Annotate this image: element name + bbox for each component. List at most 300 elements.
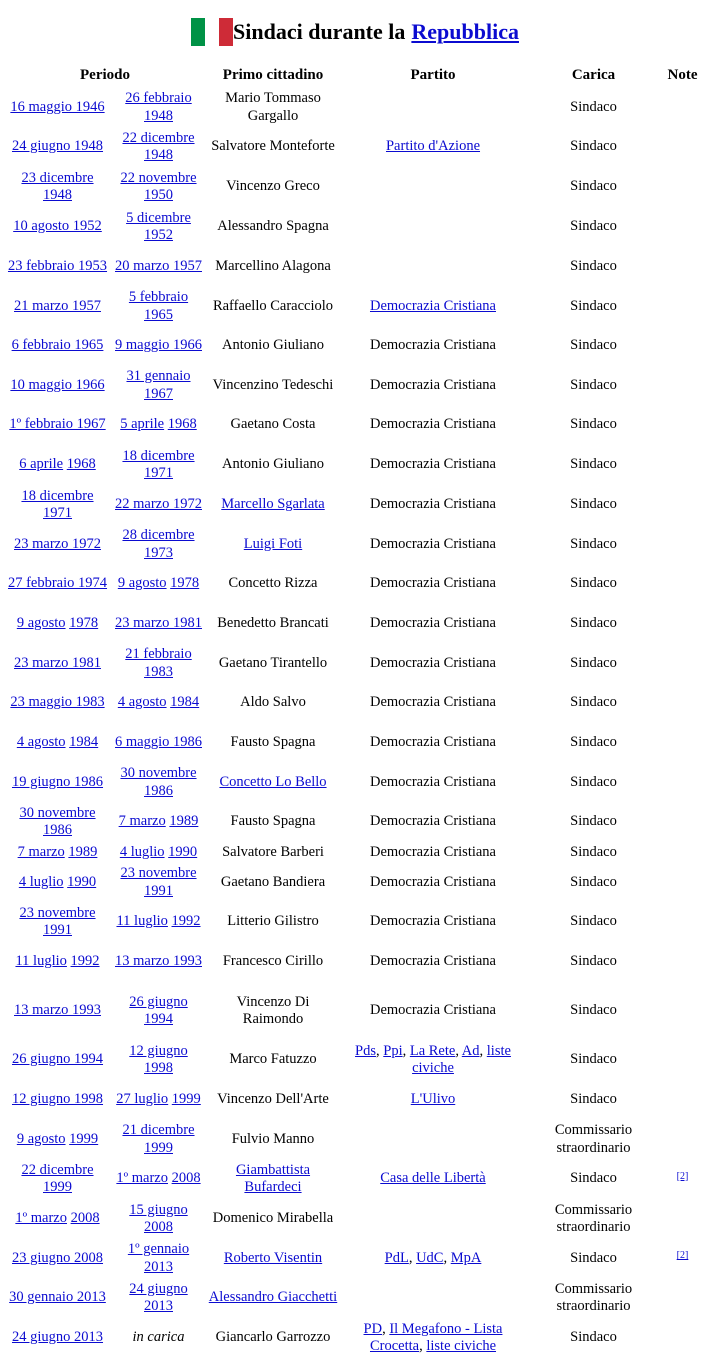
end-date-link[interactable]: 1º gennaio 2013 bbox=[127, 1241, 190, 1275]
note-cell bbox=[661, 525, 704, 564]
start-date-link[interactable]: 23 marzo 1981 bbox=[14, 654, 101, 671]
end-date-link[interactable]: 31 gennaio 1967 bbox=[126, 368, 191, 402]
party-link[interactable]: UdC bbox=[416, 1249, 444, 1266]
party-cell bbox=[340, 902, 526, 942]
end-date-cell bbox=[111, 982, 206, 1040]
mayor-name-cell bbox=[206, 902, 340, 942]
mayor-name-cell bbox=[206, 326, 340, 366]
start-date-cell bbox=[4, 863, 111, 902]
end-date-link[interactable]: 20 marzo 1957 bbox=[115, 258, 202, 275]
start-date-link[interactable]: 1º marzo bbox=[15, 1210, 67, 1227]
note-reference-link[interactable]: [2] bbox=[676, 1250, 689, 1262]
party-link[interactable]: Il Megafono - Lista Crocetta bbox=[369, 1320, 503, 1354]
end-date-link[interactable]: 1989 bbox=[169, 813, 199, 830]
start-date-link[interactable]: 1989 bbox=[68, 843, 98, 860]
mayor-name-cell bbox=[206, 683, 340, 723]
start-date-link[interactable]: 13 marzo 1993 bbox=[14, 1002, 101, 1019]
start-date-link[interactable]: 11 luglio bbox=[15, 953, 67, 970]
end-date-cell bbox=[111, 1278, 206, 1318]
end-date-cell bbox=[111, 405, 206, 445]
start-date-link[interactable]: 19 giugno 1986 bbox=[11, 773, 104, 790]
start-date-cell bbox=[4, 1040, 111, 1080]
note-cell bbox=[661, 863, 704, 902]
note-reference-link[interactable]: [2] bbox=[676, 1170, 689, 1182]
table-row bbox=[4, 1040, 704, 1080]
start-date-cell bbox=[4, 1278, 111, 1318]
start-date-cell bbox=[4, 802, 111, 842]
mayor-name-text: Vincenzo Di Raimondo bbox=[236, 993, 310, 1027]
end-date-link[interactable]: 1992 bbox=[171, 913, 201, 930]
party-cell bbox=[340, 1159, 526, 1199]
end-date-cell bbox=[111, 683, 206, 723]
mayor-name-cell bbox=[206, 287, 340, 326]
end-date-link[interactable]: 1º marzo bbox=[116, 1170, 168, 1187]
start-date-link[interactable]: 6 febbraio 1965 bbox=[11, 337, 104, 354]
note-cell bbox=[661, 1080, 704, 1120]
end-date-link[interactable]: 5 febbraio 1965 bbox=[128, 289, 189, 323]
end-date-link[interactable]: 23 marzo 1981 bbox=[115, 615, 202, 632]
end-date-cell bbox=[111, 287, 206, 326]
mayor-name-cell bbox=[206, 564, 340, 604]
party-cell bbox=[340, 644, 526, 683]
start-date-link[interactable]: 23 dicembre 1948 bbox=[21, 169, 94, 203]
end-date-link[interactable]: 21 dicembre 1999 bbox=[122, 1122, 195, 1156]
mayor-name-cell bbox=[206, 485, 340, 525]
mayor-name-text: Salvatore Barberi bbox=[222, 843, 324, 860]
end-date-link[interactable]: 18 dicembre 1971 bbox=[122, 447, 195, 481]
end-date-cell bbox=[111, 525, 206, 564]
party-link[interactable]: Ppi bbox=[383, 1042, 403, 1059]
start-date-cell bbox=[4, 644, 111, 683]
flag-green-stripe bbox=[191, 18, 205, 46]
role-cell: Sindaco bbox=[570, 376, 617, 393]
end-date-link[interactable]: 23 novembre 1991 bbox=[120, 865, 197, 899]
party-link[interactable]: liste civiche bbox=[426, 1338, 497, 1354]
role-cell: Sindaco bbox=[570, 1329, 617, 1346]
note-cell bbox=[661, 485, 704, 525]
end-date-link[interactable]: 1990 bbox=[168, 843, 198, 860]
table-row bbox=[4, 405, 704, 445]
repubblica-link[interactable]: Repubblica bbox=[411, 19, 519, 44]
table-row bbox=[4, 167, 704, 207]
start-date-link[interactable]: 26 giugno 1994 bbox=[11, 1051, 104, 1068]
end-date-cell bbox=[111, 1159, 206, 1199]
party-link[interactable]: PD bbox=[363, 1320, 383, 1337]
end-date-cell bbox=[111, 842, 206, 863]
role-cell: Sindaco bbox=[570, 694, 617, 711]
party-text: Democrazia Cristiana bbox=[369, 843, 496, 860]
mayor-name-cell bbox=[206, 525, 340, 564]
mayor-name-text: Aldo Salvo bbox=[240, 694, 306, 711]
end-date-link[interactable]: 1978 bbox=[170, 575, 200, 592]
note-cell bbox=[661, 326, 704, 366]
start-date-link[interactable]: 30 gennaio 2013 bbox=[9, 1289, 106, 1306]
end-date-link[interactable]: 26 giugno 1994 bbox=[129, 993, 188, 1027]
end-date-cell bbox=[111, 604, 206, 644]
end-date-cell bbox=[111, 1080, 206, 1120]
end-date-link[interactable]: 30 novembre 1986 bbox=[120, 765, 197, 799]
end-date-link[interactable]: 13 marzo 1993 bbox=[115, 953, 202, 970]
party-text: Democrazia Cristiana bbox=[369, 694, 496, 711]
end-date-link[interactable]: 28 dicembre 1973 bbox=[122, 527, 195, 561]
party-link[interactable]: Partito d'Azione bbox=[385, 138, 481, 155]
party-cell bbox=[340, 1120, 526, 1159]
mayor-name-cell bbox=[206, 127, 340, 167]
party-cell bbox=[340, 683, 526, 723]
start-date-link[interactable]: 6 aprile bbox=[19, 456, 64, 473]
role-cell: Sindaco bbox=[570, 416, 617, 433]
mayor-name-text: Mario Tommaso Gargallo bbox=[225, 90, 321, 124]
table-row bbox=[4, 863, 704, 902]
end-date-link[interactable]: 15 giugno 2008 bbox=[129, 1201, 188, 1235]
mayor-name-cell bbox=[206, 1278, 340, 1318]
start-date-link[interactable]: 1968 bbox=[66, 456, 96, 473]
party-text: , bbox=[408, 1249, 417, 1266]
start-date-link[interactable]: 30 novembre 1986 bbox=[19, 804, 96, 838]
party-text: Democrazia Cristiana bbox=[369, 953, 496, 970]
mayor-name-link[interactable]: Alessandro Giacchetti bbox=[208, 1289, 338, 1306]
header-partito: Partito bbox=[410, 67, 456, 84]
start-date-link[interactable]: 4 agosto bbox=[16, 734, 66, 751]
role-cell: Sindaco bbox=[570, 734, 617, 751]
note-cell bbox=[661, 942, 704, 982]
party-link[interactable]: Pds bbox=[355, 1042, 376, 1059]
start-date-cell bbox=[4, 167, 111, 207]
end-date-cell bbox=[111, 644, 206, 683]
start-date-link[interactable]: 23 maggio 1983 bbox=[10, 694, 105, 711]
start-date-link[interactable]: 21 marzo 1957 bbox=[14, 297, 101, 314]
mayor-name-text: Francesco Cirillo bbox=[222, 953, 324, 970]
start-date-link[interactable]: 7 marzo bbox=[17, 843, 65, 860]
party-text: Democrazia Cristiana bbox=[369, 535, 496, 552]
party-link[interactable]: MpA bbox=[450, 1249, 482, 1266]
mayor-name-cell bbox=[206, 604, 340, 644]
mayor-name-link[interactable]: Giambattista Bufardeci bbox=[235, 1161, 311, 1195]
start-date-cell bbox=[4, 723, 111, 763]
party-text: Democrazia Cristiana bbox=[369, 873, 496, 890]
role-cell: Sindaco bbox=[570, 138, 617, 155]
end-date-link[interactable]: 7 marzo bbox=[118, 813, 166, 830]
note-cell bbox=[661, 247, 704, 287]
mayor-name-text: Marco Fatuzzo bbox=[229, 1051, 317, 1068]
note-cell bbox=[661, 1239, 704, 1278]
role-cell: Sindaco bbox=[570, 575, 617, 592]
mayor-name-cell bbox=[206, 1199, 340, 1239]
start-date-link[interactable]: 1984 bbox=[69, 734, 99, 751]
start-date-link[interactable]: 10 agosto 1952 bbox=[13, 218, 102, 235]
party-link[interactable]: La Rete bbox=[409, 1042, 456, 1059]
start-date-cell bbox=[4, 763, 111, 802]
end-date-cell bbox=[111, 366, 206, 405]
start-date-link[interactable]: 24 giugno 2013 bbox=[11, 1329, 104, 1346]
end-date-link[interactable]: 5 dicembre 1952 bbox=[126, 209, 191, 243]
start-date-link[interactable]: 23 novembre 1991 bbox=[19, 904, 96, 938]
role-cell: Sindaco bbox=[570, 496, 617, 513]
table-row bbox=[4, 1080, 704, 1120]
party-text: , bbox=[402, 1042, 410, 1059]
start-date-link[interactable]: 27 febbraio 1974 bbox=[7, 575, 108, 592]
party-cell bbox=[340, 1239, 526, 1278]
role-cell: Sindaco bbox=[570, 337, 617, 354]
end-date-link[interactable]: 22 marzo 1972 bbox=[115, 496, 202, 513]
mayor-name-link[interactable]: Concetto Lo Bello bbox=[219, 773, 327, 790]
mayor-name-text: Giancarlo Garrozzo bbox=[215, 1329, 331, 1346]
note-cell bbox=[661, 127, 704, 167]
start-date-cell bbox=[4, 1080, 111, 1120]
start-date-link[interactable]: 1990 bbox=[67, 873, 97, 890]
role-cell: Sindaco bbox=[570, 1002, 617, 1019]
mayor-name-text: Vincenzo Greco bbox=[226, 178, 320, 195]
mayor-name-text: Gaetano Costa bbox=[230, 416, 316, 433]
start-date-cell bbox=[4, 1199, 111, 1239]
party-text: Democrazia Cristiana bbox=[369, 416, 496, 433]
role-cell: Sindaco bbox=[570, 843, 617, 860]
party-text: Democrazia Cristiana bbox=[369, 456, 496, 473]
start-date-link[interactable]: 24 giugno 1948 bbox=[11, 138, 104, 155]
role-cell: Sindaco bbox=[570, 297, 617, 314]
end-date-cell bbox=[111, 445, 206, 485]
note-cell bbox=[661, 88, 704, 127]
start-date-link[interactable]: 1999 bbox=[69, 1130, 99, 1147]
start-date-cell bbox=[4, 326, 111, 366]
start-date-cell bbox=[4, 88, 111, 127]
role-cell: Sindaco bbox=[570, 773, 617, 790]
role-cell: Sindaco bbox=[570, 258, 617, 275]
end-date-link[interactable]: 22 dicembre 1948 bbox=[122, 129, 195, 163]
party-cell bbox=[340, 525, 526, 564]
mayor-name-text: Fausto Spagna bbox=[230, 813, 316, 830]
party-link[interactable]: Democrazia Cristiana bbox=[369, 297, 496, 314]
table-row bbox=[4, 564, 704, 604]
note-cell bbox=[661, 287, 704, 326]
mayor-name-text: Litterio Gilistro bbox=[227, 913, 319, 930]
role-cell: Sindaco bbox=[570, 456, 617, 473]
start-date-link[interactable]: 2008 bbox=[70, 1210, 100, 1227]
end-date-link[interactable]: 1984 bbox=[170, 694, 200, 711]
party-text: Democrazia Cristiana bbox=[369, 575, 496, 592]
start-date-link[interactable]: 10 maggio 1966 bbox=[10, 376, 105, 393]
note-cell bbox=[661, 902, 704, 942]
party-text: Democrazia Cristiana bbox=[369, 337, 496, 354]
start-date-link[interactable]: 1º febbraio 1967 bbox=[9, 416, 106, 433]
table-row bbox=[4, 802, 704, 842]
party-cell bbox=[340, 863, 526, 902]
end-date-link[interactable]: 9 maggio 1966 bbox=[115, 337, 202, 354]
end-date-link[interactable]: 4 agosto bbox=[117, 694, 167, 711]
start-date-cell bbox=[4, 405, 111, 445]
note-cell bbox=[661, 763, 704, 802]
mayor-name-text: Antonio Giuliano bbox=[222, 456, 324, 473]
header-note: Note bbox=[667, 67, 698, 84]
role-cell: Sindaco bbox=[570, 535, 617, 552]
start-date-link[interactable]: 4 luglio bbox=[18, 873, 64, 890]
end-date-cell bbox=[111, 326, 206, 366]
table-row bbox=[4, 1120, 704, 1159]
start-date-link[interactable]: 23 giugno 2008 bbox=[11, 1249, 104, 1266]
mayor-name-cell bbox=[206, 405, 340, 445]
table-header-row bbox=[4, 64, 704, 88]
mayor-name-cell bbox=[206, 842, 340, 863]
party-cell bbox=[340, 763, 526, 802]
start-date-cell bbox=[4, 1239, 111, 1278]
start-date-link[interactable]: 1978 bbox=[69, 615, 99, 632]
end-date-link[interactable]: 4 luglio bbox=[119, 843, 165, 860]
party-text: Democrazia Cristiana bbox=[369, 734, 496, 751]
table-row bbox=[4, 1239, 704, 1278]
note-cell bbox=[661, 644, 704, 683]
role-cell: Sindaco bbox=[570, 218, 617, 235]
start-date-link[interactable]: 18 dicembre 1971 bbox=[21, 487, 94, 521]
mayor-name-text: Benedetto Brancati bbox=[217, 615, 329, 632]
party-cell bbox=[340, 1080, 526, 1120]
end-date-cell bbox=[111, 564, 206, 604]
end-date-cell bbox=[111, 127, 206, 167]
note-cell bbox=[661, 445, 704, 485]
note-cell bbox=[661, 564, 704, 604]
start-date-link[interactable]: 12 giugno 1998 bbox=[11, 1091, 104, 1108]
end-date-cell bbox=[111, 167, 206, 207]
role-cell: Sindaco bbox=[570, 1051, 617, 1068]
party-text: Democrazia Cristiana bbox=[369, 773, 496, 790]
note-cell bbox=[661, 1278, 704, 1318]
mayor-name-cell bbox=[206, 1239, 340, 1278]
party-cell bbox=[340, 1199, 526, 1239]
party-cell bbox=[340, 366, 526, 405]
party-cell bbox=[340, 88, 526, 127]
start-date-cell bbox=[4, 982, 111, 1040]
role-cell: Sindaco bbox=[570, 813, 617, 830]
end-date-link[interactable]: 1968 bbox=[167, 416, 197, 433]
mayor-name-cell bbox=[206, 445, 340, 485]
mayor-name-link[interactable]: Roberto Visentin bbox=[223, 1249, 323, 1266]
end-date-link[interactable]: 5 aprile bbox=[120, 416, 165, 433]
mayor-name-text: Gaetano Bandiera bbox=[220, 873, 326, 890]
end-date-link[interactable]: 9 agosto bbox=[117, 575, 167, 592]
end-date-cell bbox=[111, 207, 206, 247]
note-cell bbox=[661, 405, 704, 445]
start-date-cell bbox=[4, 683, 111, 723]
end-date-cell bbox=[111, 902, 206, 942]
party-cell bbox=[340, 802, 526, 842]
mayor-name-text: Marcellino Alagona bbox=[215, 258, 331, 275]
start-date-cell bbox=[4, 366, 111, 405]
role-cell: Sindaco bbox=[570, 953, 617, 970]
party-cell bbox=[340, 604, 526, 644]
role-cell: Sindaco bbox=[570, 615, 617, 632]
party-text: , bbox=[419, 1338, 427, 1354]
mayor-name-link[interactable]: Marcello Sgarlata bbox=[221, 496, 325, 513]
role-cell: Sindaco bbox=[570, 913, 617, 930]
table-row bbox=[4, 207, 704, 247]
note-cell bbox=[661, 802, 704, 842]
note-cell bbox=[661, 366, 704, 405]
start-date-link[interactable]: 16 maggio 1946 bbox=[10, 98, 105, 115]
mayor-name-cell bbox=[206, 1080, 340, 1120]
table-row bbox=[4, 942, 704, 982]
end-date-text: in carica bbox=[132, 1329, 185, 1346]
party-text: Democrazia Cristiana bbox=[369, 913, 496, 930]
start-date-cell bbox=[4, 207, 111, 247]
end-date-cell bbox=[111, 247, 206, 287]
mayor-name-cell bbox=[206, 1318, 340, 1358]
party-link[interactable]: liste civiche bbox=[412, 1042, 511, 1076]
party-text: Democrazia Cristiana bbox=[369, 496, 496, 513]
party-cell bbox=[340, 485, 526, 525]
start-date-cell bbox=[4, 1120, 111, 1159]
start-date-link[interactable]: 9 agosto bbox=[16, 1130, 66, 1147]
note-cell bbox=[661, 683, 704, 723]
start-date-cell bbox=[4, 902, 111, 942]
mayor-name-text: Alessandro Spagna bbox=[217, 218, 329, 235]
start-date-cell bbox=[4, 525, 111, 564]
party-cell bbox=[340, 1040, 526, 1080]
end-date-cell bbox=[111, 1239, 206, 1278]
party-link[interactable]: L'Ulivo bbox=[410, 1091, 456, 1108]
end-date-link[interactable]: 21 febbraio 1983 bbox=[125, 646, 192, 680]
party-text: , bbox=[382, 1320, 390, 1337]
start-date-link[interactable]: 23 marzo 1972 bbox=[14, 535, 101, 552]
end-date-link[interactable]: 2008 bbox=[171, 1170, 201, 1187]
header-periodo: Periodo bbox=[80, 67, 130, 84]
end-date-cell bbox=[111, 1120, 206, 1159]
start-date-link[interactable]: 22 dicembre 1999 bbox=[21, 1161, 94, 1195]
start-date-cell bbox=[4, 485, 111, 525]
page-heading bbox=[0, 10, 710, 54]
role-cell: Sindaco bbox=[570, 98, 617, 115]
end-date-link[interactable]: 22 novembre 1950 bbox=[120, 169, 197, 203]
party-cell bbox=[340, 405, 526, 445]
party-cell bbox=[340, 1318, 526, 1358]
start-date-link[interactable]: 9 agosto bbox=[16, 615, 66, 632]
mayor-name-link[interactable]: Luigi Foti bbox=[243, 535, 303, 552]
table-row bbox=[4, 127, 704, 167]
table-row bbox=[4, 88, 704, 127]
party-cell bbox=[340, 842, 526, 863]
party-cell bbox=[340, 942, 526, 982]
start-date-link[interactable]: 23 febbraio 1953 bbox=[7, 258, 108, 275]
end-date-link[interactable]: 1999 bbox=[171, 1091, 201, 1108]
table-row bbox=[4, 842, 704, 863]
end-date-link[interactable]: 6 maggio 1986 bbox=[115, 734, 202, 751]
mayor-name-text: Domenico Mirabella bbox=[212, 1210, 334, 1227]
role-cell: Sindaco bbox=[570, 1170, 617, 1187]
party-link[interactable]: Casa delle Libertà bbox=[380, 1170, 486, 1187]
end-date-cell bbox=[111, 1040, 206, 1080]
role-cell: Sindaco bbox=[570, 1249, 617, 1266]
start-date-link[interactable]: 1992 bbox=[70, 953, 100, 970]
end-date-link[interactable]: 11 luglio bbox=[116, 913, 168, 930]
end-date-link[interactable]: 27 luglio bbox=[116, 1091, 169, 1108]
party-link[interactable]: Ad bbox=[461, 1042, 480, 1059]
end-date-link[interactable]: 24 giugno 2013 bbox=[129, 1280, 188, 1314]
end-date-cell bbox=[111, 942, 206, 982]
note-cell bbox=[661, 842, 704, 863]
end-date-link[interactable]: 26 febbraio 1948 bbox=[125, 90, 192, 124]
end-date-link[interactable]: 12 giugno 1998 bbox=[129, 1042, 188, 1076]
table-row bbox=[4, 644, 704, 683]
table-row bbox=[4, 763, 704, 802]
party-text: , bbox=[443, 1249, 451, 1266]
party-cell bbox=[340, 326, 526, 366]
party-link[interactable]: PdL bbox=[384, 1249, 409, 1266]
table-row bbox=[4, 445, 704, 485]
flag-white-stripe bbox=[205, 18, 219, 46]
party-text: , bbox=[376, 1042, 384, 1059]
table-row bbox=[4, 982, 704, 1040]
table-row bbox=[4, 525, 704, 564]
note-cell bbox=[661, 982, 704, 1040]
table-row bbox=[4, 366, 704, 405]
